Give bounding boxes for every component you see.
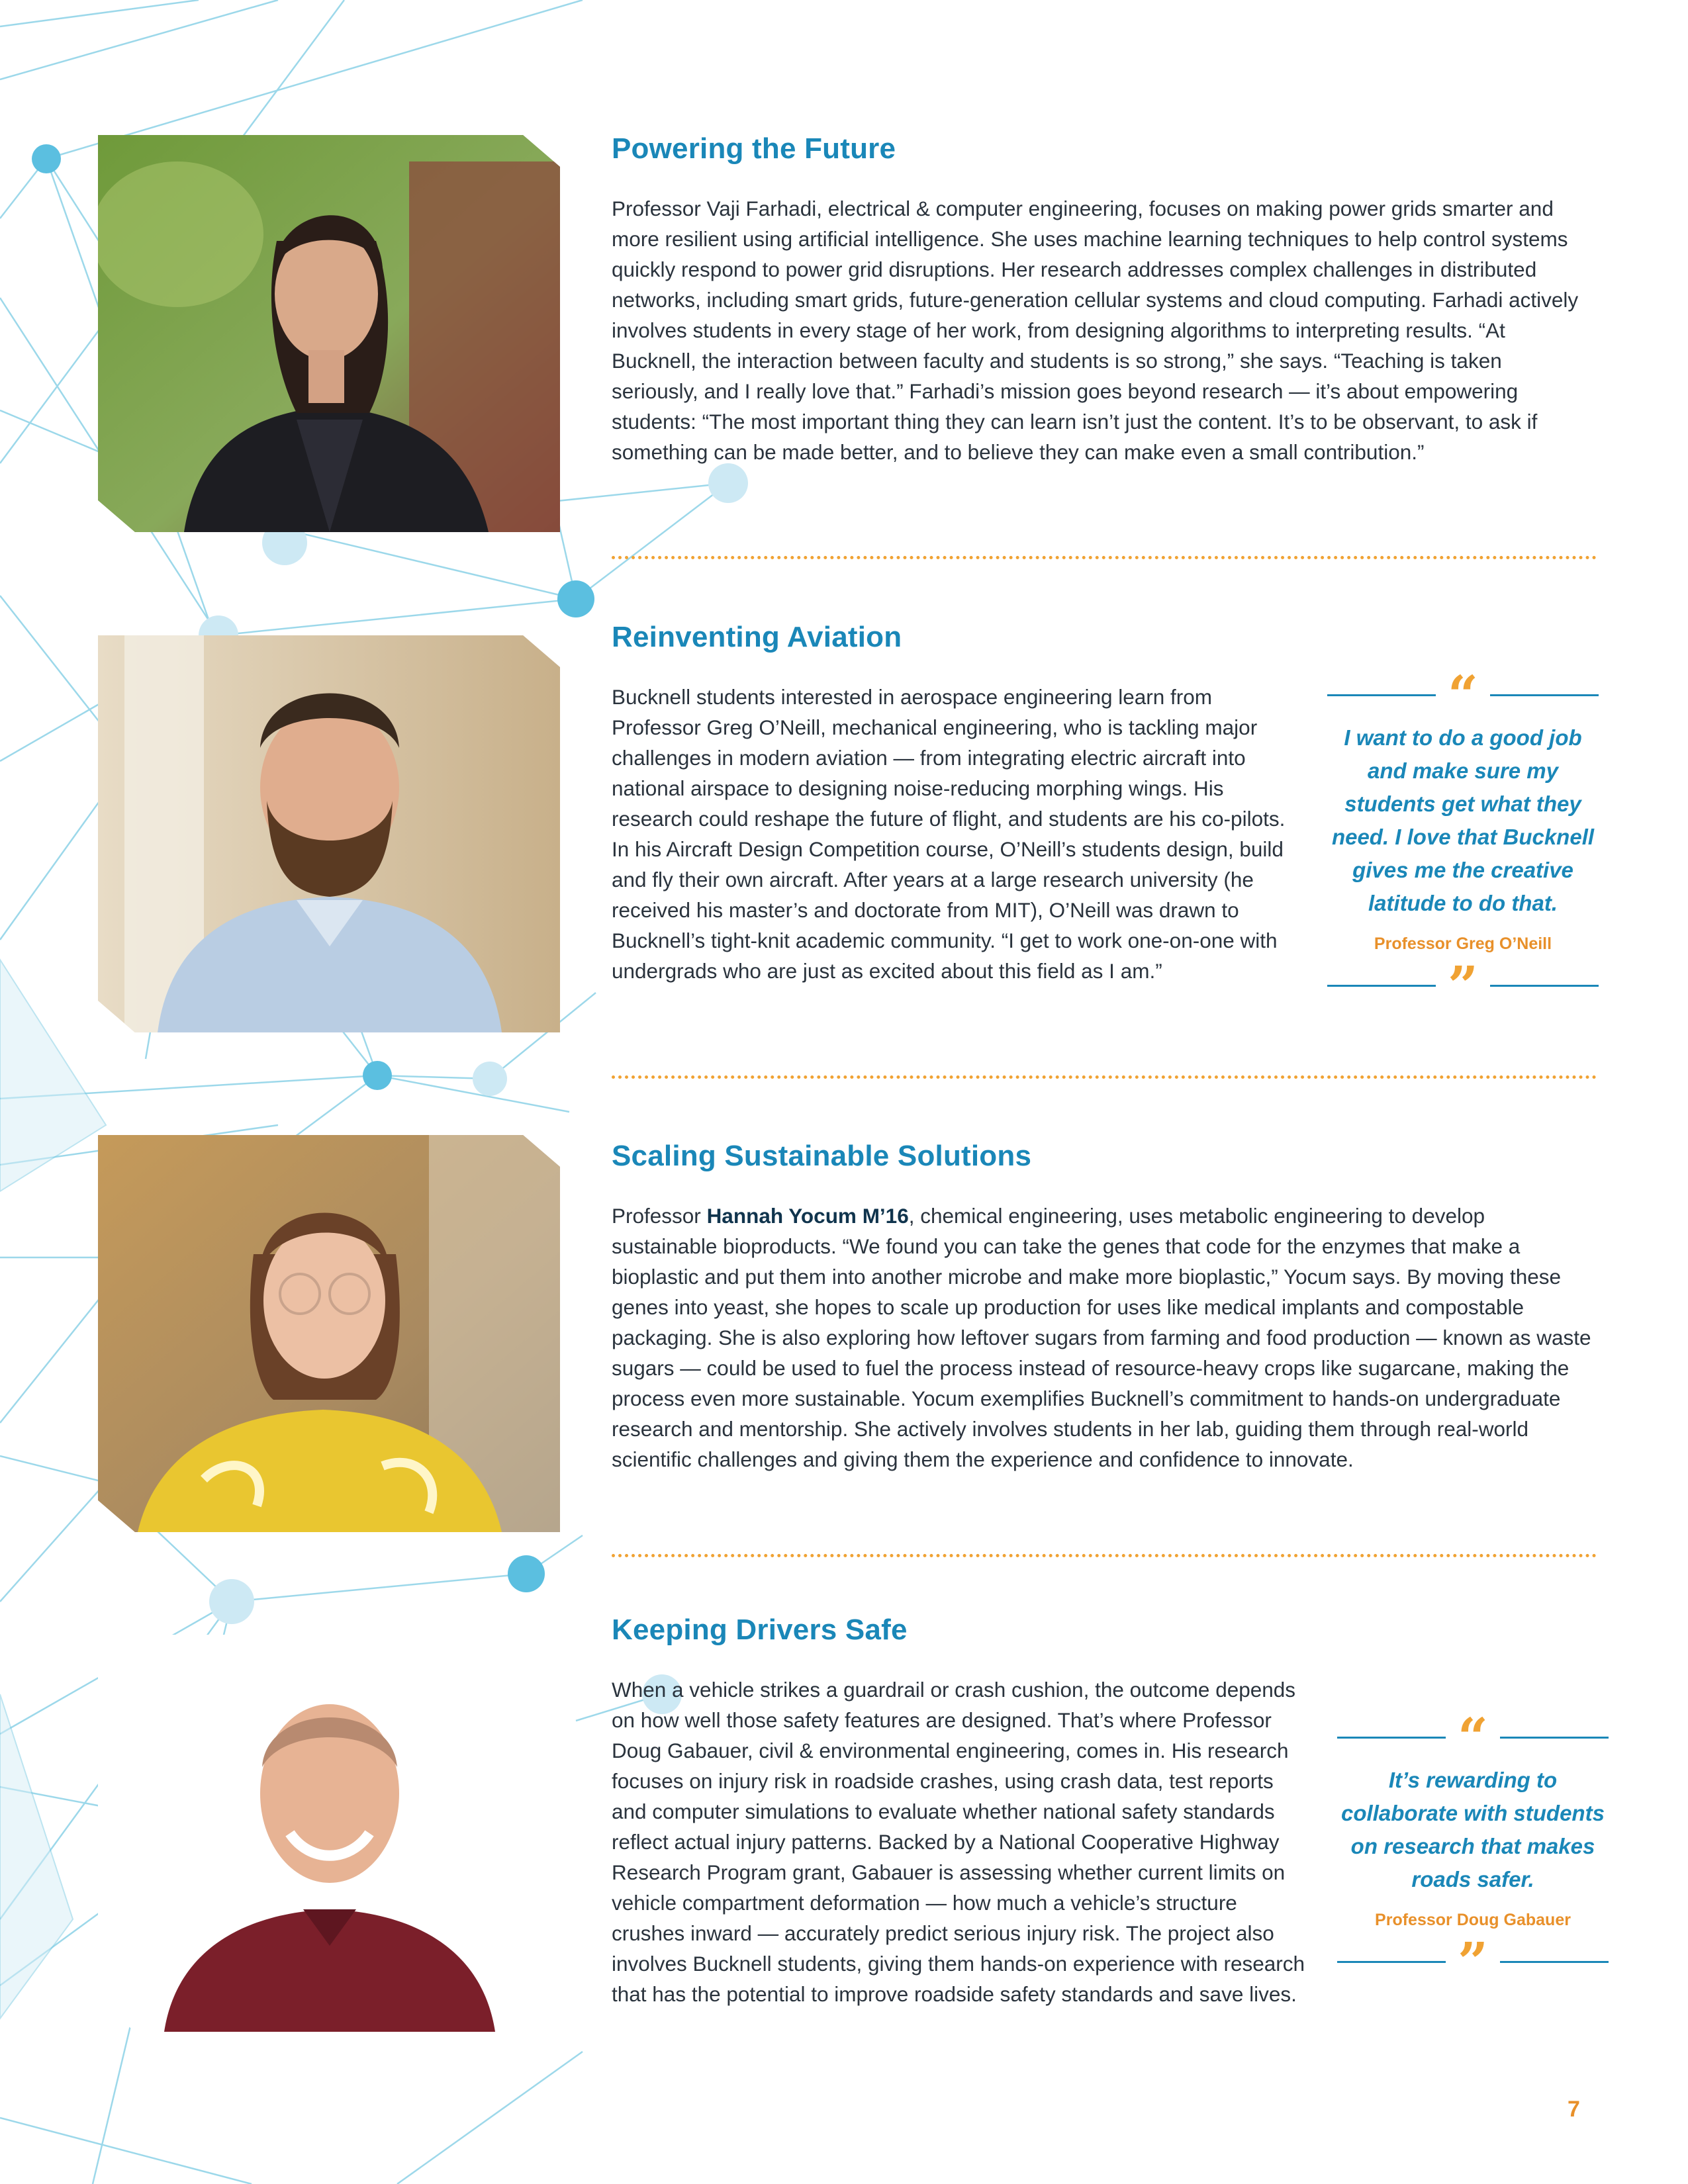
section-heading: Keeping Drivers Safe [612, 1614, 908, 1646]
body-prefix: Professor [612, 1204, 707, 1228]
quote-open-icon: “ [1448, 664, 1479, 726]
quote-attribution: Professor Doug Gabauer [1375, 1911, 1571, 1929]
quote-text: It’s rewarding to collaborate with students on research that makes roads safer. [1341, 1768, 1605, 1891]
divider [612, 1554, 1597, 1557]
section-body: When a vehicle strikes a guardrail or crash cushion, the outcome depends on how well those safety features are designed. That’s where Professor Doug Gabauer, civil & environmental engineering, comes in. His research focuses on injury risk in roadside crashes, using crash data, test reports and computer simulations to evaluate whether national safety standards reflect actual injury patterns. Backed by a National Cooperative Highway Research Program grant, Gabauer is assessing whether current limits on vehicle compartment deformation — how much a vehicle’s structure crushes inward — accurately predict serious injury risk. The project also involves Bucknell students, giving them hands-on experience with research that has the potential to improve roadside safety standards and save lives. [612, 1678, 1305, 2006]
section-heading: Powering the Future [612, 132, 896, 165]
pull-quote [1327, 664, 1599, 1017]
portrait-photo-yocum [98, 1135, 560, 1532]
portrait-photo-gabauer [98, 1635, 560, 2032]
quote-text: I want to do a good job and make sure my students get what they need. I love that Bucknell gives me the creative latitude to do that. [1331, 725, 1595, 915]
person-name: Hannah Yocum M’16 [706, 1204, 909, 1228]
section-heading: Scaling Sustainable Solutions [612, 1140, 1032, 1172]
quote-open-icon: “ [1458, 1706, 1489, 1768]
quote-close-icon: ” [1458, 1931, 1489, 1993]
section-heading: Reinventing Aviation [612, 621, 902, 653]
pull-quote [1337, 1706, 1609, 1993]
section-body: Bucknell students interested in aerospace engineering learn from Professor Greg O’Neill, mechanical engineering, who is tackling major challenges in modern aviation — from integrating electric aircraft into national airspace to designing noise-reducing morphing wings. His research could reshape the future of flight, and students are his co-pilots. In his Aircraft Design Competition course, O’Neill’s students design, build and fly their own aircraft. After years at a large research university (he received his master’s and doctorate from MIT), O’Neill was drawn to Bucknell’s tight-knit academic community. “I get to work one-on-one with undergrads who are just as excited about this field as I am.” [612, 685, 1286, 983]
page-number: 7 [1568, 2097, 1580, 2122]
divider [612, 556, 1597, 559]
quote-attribution: Professor Greg O’Neill [1374, 934, 1552, 953]
portrait-photo-farhadi [98, 135, 560, 532]
quote-close-icon: ” [1448, 954, 1479, 1017]
section-body [612, 1201, 1591, 1475]
divider [612, 1075, 1597, 1079]
body-text: , chemical engineering, uses metabolic engineering to develop sustainable bioproducts. “We found you can take the genes that code for the enzymes that make a bioplastic and put them into another microbe and make more bioplastic,” Yocum says. By moving these genes into yeast, she hopes to scale up production for uses like medical implants and compostable packaging. She is also exploring how leftover sugars from farming and food production — known as waste sugars — could be used to fuel the process instead of resource-heavy crops like sugarcane, making the process even more sustainable. Yocum exemplifies Bucknell’s commitment to hands-on undergraduate research and mentorship. She actively involves students in her lab, guiding them through real-world scientific challenges and giving them the experience and confidence to innovate. [612, 1204, 1591, 1471]
section-body: Professor Vaji Farhadi, electrical & computer engineering, focuses on making power grids smarter and more resilient using artificial intelligence. She uses machine learning techniques to help control systems quickly respond to power grid disruptions. Her research addresses complex challenges in distributed networks, including smart grids, future-generation cellular systems and cloud computing. Farhadi actively involves students in every stage of her work, from designing algorithms to interpreting results. “At Bucknell, the interaction between faculty and students is so strong,” she says. “Teaching is taken seriously, and I really love that.” Farhadi’s mission goes beyond research — it’s about empowering students: “The most important thing they can learn isn’t just the content. It’s to be observant, to ask if something can be made better, and to believe they can make even a small contribution.” [612, 197, 1579, 464]
portrait-photo-oneill [98, 635, 560, 1032]
